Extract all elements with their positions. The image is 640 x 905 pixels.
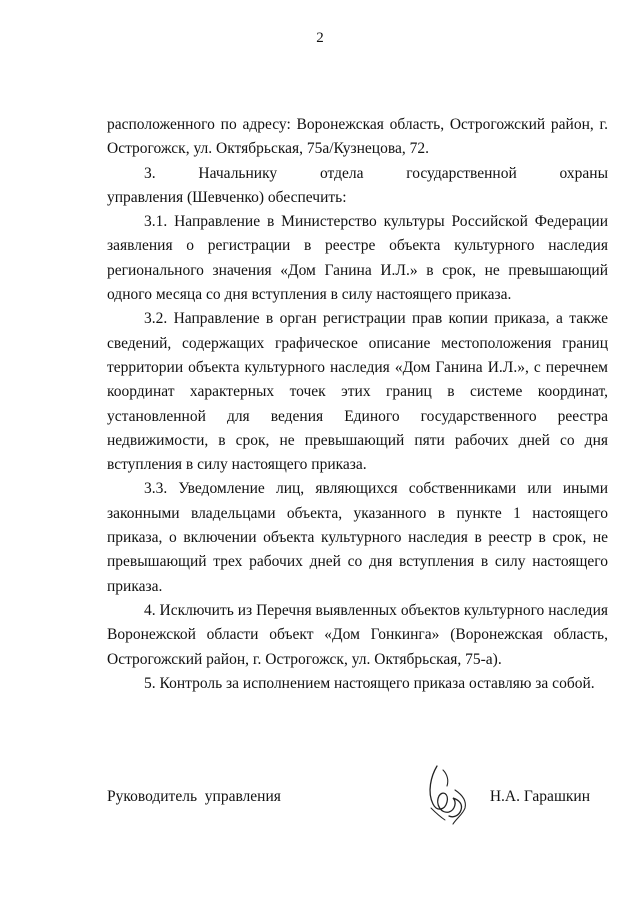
signatory-name: Н.А. Гарашкин [489,788,590,805]
paragraph-item-3: 3. Начальнику отдела государственной охраны управления (Шевченко) обеспечить: [107,164,632,206]
page-number: 2 [316,30,324,46]
signatory-title: Руководитель управления [107,788,281,805]
paragraph-item-3-1: 3.1. Направление в Министерство культуры Российской Федерации заявления о регистрации в реестре объекта культурного наследия регионального значения «Дом Ганина И.Л.» в срок, не превышающий одного месяца со дня вступления в силу настоящего приказа. [107,213,608,304]
paragraph-item-5: 5. Контроль за исполнением настоящего приказа оставляю за собой. [144,674,595,692]
paragraph-item-4: 4. Исключить из Перечня выявленных объектов культурного наследия Воронежской области объект «Дом Гонкинга» (Воронежская область, Острогожский район, г. Острогожск, ул. Октябрьская, 75-а). [107,601,608,668]
document-body [107,113,632,696]
signature-block [107,788,608,808]
paragraph-item-3-3: 3.3. Уведомление лиц, являющихся собственниками или иными законными владельцами объекта, указанного в пункте 1 настоящего приказа, о включении объекта культурного наследия в реестр в срок, не превышающий трех рабочих дней со дня вступления в силу настоящего приказа. [107,480,608,595]
paragraph-item-3-2: 3.2. Направление в орган регистрации прав копии приказа, а также сведений, содержащих графическое описание местоположения границ территории объекта культурного наследия «Дом Ганина И.Л.», с перечнем координат характерных точек этих границ в системе координат, установленной для ведения Единого государственного реестра недвижимости, в срок, не превышающий пяти рабочих дней со дня вступления в силу настоящего приказа. [107,310,608,474]
paragraph-continuation: расположенного по адресу: Воронежская область, Острогожский район, г. Острогожск, ул. Октябрьская, 75а/Кузнецова, 72. [107,116,608,158]
